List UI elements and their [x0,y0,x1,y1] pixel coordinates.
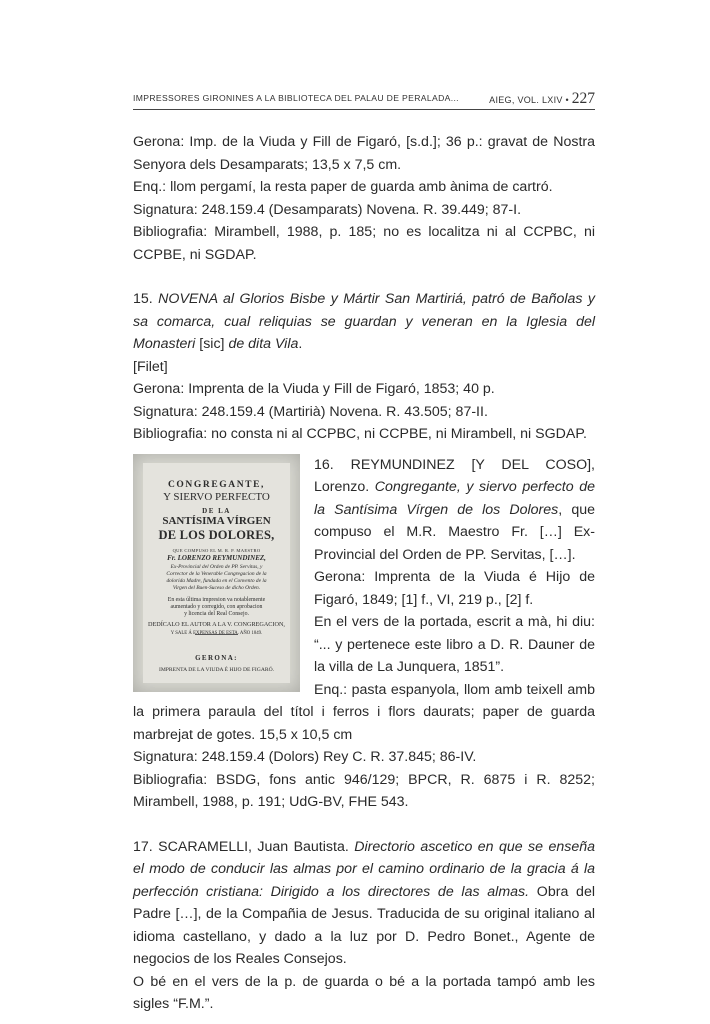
entry15-filet: [Filet] [133,358,168,375]
title-page-card [133,454,300,692]
spacer [133,446,595,454]
entry16-note: En el vers de la portada, escrit a mà, hi diu: “... y pertenece este libro a D. R. Dauner de la villa de La Junquera, 1851”. [314,614,595,675]
journal-name: AIEG, VOL. LXIV [489,95,563,105]
entry15-number: 15. [133,291,153,307]
entry15-title: 15. NOVENA al Glorios Bisbe y Mártir San Martiriá, patró de Bañolas y sa comarca, cual reliquias se guardan y veneran en la Iglesia del Monasteri [sic] de dita Vila. [133,291,595,352]
entry14-signature: Signatura: 248.159.4 (Desamparats) Novena. R. 39.449; 87-I. [133,201,522,218]
plate-line: dolorida Madre, fundada en el Convento de la [166,577,267,584]
plate-line: DE LA [202,506,231,515]
plate-line: Y SIERVO PERFECTO [163,490,270,503]
plate-line: En esta última impresion va notablemente [167,596,266,603]
spacer [133,814,595,836]
entry15-title-part1: NOVENA al Glorios Bisbe y Mártir San Martiriá, patró de Bañolas y sa comarca, cual reliquias se guardan y veneran en la Iglesia del Monasteri [133,291,595,352]
entry15-bibliography: Bibliografia: no consta ni al CCPBC, ni CCPBE, ni Mirambell, ni SGDAP. [133,426,587,442]
plate-line: IMPRENTA DE LA VIUDA É HIJO DE FIGARÓ. [158,666,275,673]
entry14-binding: Enq.: llom pergamí, la resta paper de guarda amb ànima de cartró. [133,179,553,195]
plate-line: Ex-Provincial del Orden de PP. Servitas, y [170,563,263,570]
entry15-imprint: Gerona: Imprenta de la Viuda y Fill de Figaró, 1853; 40 p. [133,381,495,397]
header-rule [133,109,595,110]
entry15-sic: [sic] [199,336,225,352]
entry16-signature: Signatura: 248.159.4 (Dolors) Rey C. R. 37.845; 86-IV. [133,749,477,765]
entry16-author: REYMUNDINEZ [Y DEL COSO], Lorenzo. [314,456,595,495]
plate-line: DE LOS DOLORES, [158,527,275,542]
plate-line: aumentado y corregido, con aprobacion [170,603,263,610]
plate-line: SANTÍSIMA VÍRGEN [162,514,271,527]
entry15-signature: Signatura: 248.159.4 (Martirià) Novena. R. 43.505; 87-II. [133,403,488,420]
title-page-image [133,454,300,692]
entry16-title-rest: , que compuso el M.R. Maestro Fr. […] Ex-Provincial del Orden de PP. Servitas, […]. [314,501,595,563]
journal-info [489,90,595,108]
entry15-title-part2: de dita Vila [228,336,299,352]
running-header [133,90,595,108]
plate-line: Fr. LORENZO REYMUNDINEZ, [167,553,266,562]
entry14-bibliography: Bibliografia: Mirambell, 1988, p. 185; no es localitza ni al CCPBC, ni CCPBE, ni SGDAP. [133,224,595,263]
entry14-imprint: Gerona: Imp. de la Viuda y Fill de Figaró, [s.d.]; 36 p.: gravat de Nostra Senyora dels Desamparats; 13,5 x 7,5 cm. [133,134,595,173]
page-body [133,131,595,1016]
plate-line: QUE COMPUSO EL M. R. P. MAESTRO [172,547,261,553]
entry17-note: O bé en el vers de la p. de guarda o bé a la portada tampó amb les sigles “F.M.”. [133,973,595,1012]
entry17-title-rest: Obra del Padre […], de la Compañia de Jesus. Traducida de su original italiano al idioma castellano, y dado a la luz por D. Pedro Bonet., Agente de negocios de los Reales Consejos. [133,883,595,967]
entry16-number: 16. [314,456,334,473]
entry17-author: SCARAMELLI, Juan Bautista. [158,838,349,855]
plate-line: Virgen del Buen-Suceso de dicho Orden. [172,584,261,591]
plate-line: GERONA: [195,653,238,662]
header-bullet: • [565,95,569,105]
plate-line: Y SALE Á EXPENSAS DE ESTA. AÑO 1849. [170,630,263,636]
entry16-imprint: Gerona: Imprenta de la Viuda é Hijo de Figaró, 1849; [1] f., VI, 219 p., [2] f. [314,569,595,608]
plate-rule [195,634,238,635]
running-title: IMPRESSORES GIRONINES A LA BIBLIOTECA DEL PALAU DE PERALADA... [133,93,459,103]
plate-line: Corrector de la Venerable Congregacion de la [166,570,267,577]
entry16-bibliography: Bibliografia: BSDG, fons antic 946/129; BPCR, R. 6875 i R. 8252; Mirambell, 1988, p. 191; UdG-BV, FHE 543. [133,771,595,810]
page-number: 227 [571,90,595,107]
entry16-title: Congregante, y siervo perfecto de la Santísima Vírgen de los Dolores [314,479,595,518]
entry16 [133,454,595,814]
entry17-title: Directorio ascetico en que se enseña el modo de conducir las almas por el camino ordinario de la gracia á la perfección cristiana: Dirigido a los directores de las almas. [133,838,595,900]
plate-line: DEDÍCALO EL AUTOR A LA V. CONGREGACION, [148,620,285,628]
entry16-binding: Enq.: pasta espanyola, llom amb teixell amb la primera paraula del títol i ferros i flors daurats; paper de guarda marbrejat de gotes. 15,5 x 10,5 cm [133,681,595,743]
entry17-heading [133,836,595,971]
plate-line: CONGREGANTE, [167,479,266,490]
entry17-number: 17. [133,838,153,855]
spacer [133,266,595,288]
plate-line: y licencia del Real Consejo. [184,610,249,617]
